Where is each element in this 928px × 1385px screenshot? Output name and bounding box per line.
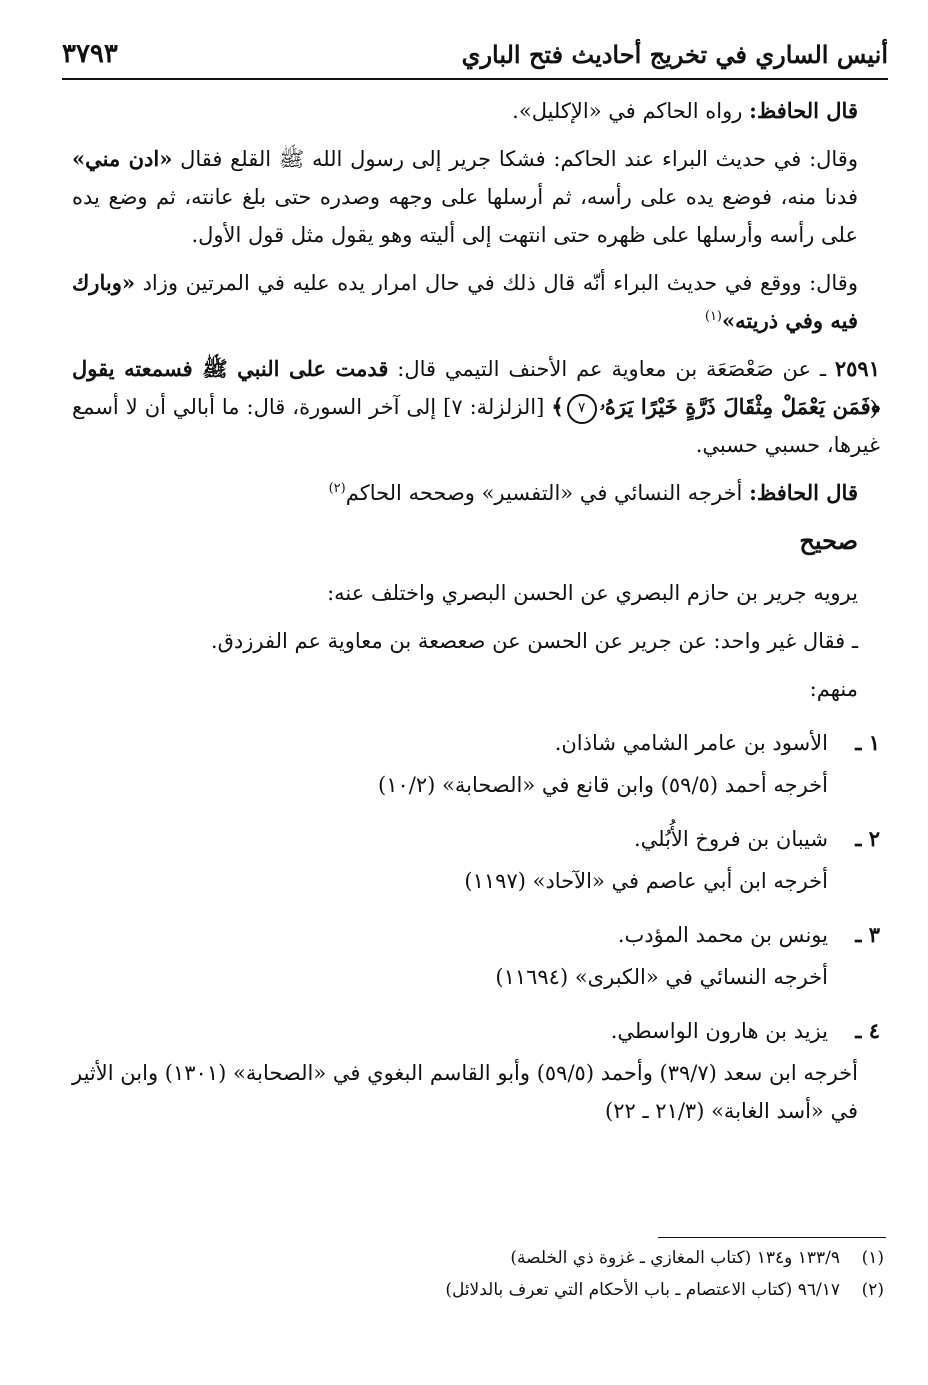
text: فدنا منه، فوضع يده على رأسه، ثم أرسلها على وجهه وصدره حتى بلغ عانته، ثم وضع يده على رأسه وأرسلها على ظهره حتى انتهت إلى أليته وهو يقول مثل قول الأول. (72, 185, 858, 247)
quote-bold: «ادن مني» (72, 146, 173, 171)
narrator-source: أخرجه النسائي في «الكبرى» (١١٦٩٤) (495, 965, 828, 989)
footnote-divider (658, 1237, 886, 1238)
narrator-name: يزيد بن هارون الواسطي. (610, 1019, 828, 1043)
main-text (72, 92, 880, 1140)
footnotes (72, 1242, 884, 1306)
text: أخرجه النسائي في «التفسير» وصححه الحاكم (345, 481, 750, 505)
paragraph-hafiz-2 (72, 474, 880, 512)
narrator-name: شيبان بن فروخ الأُبُلي. (633, 827, 828, 851)
paragraph-hafiz-1 (72, 92, 880, 130)
page-number: ٣٧٩٣ (62, 39, 118, 69)
verse-reference: [الزلزلة: ٧] (436, 395, 552, 419)
paragraph-variant: ـ فقال غير واحد: عن جرير عن الحسن عن صعصعة بن معاوية عم الفرزدق. (210, 629, 858, 653)
verse-number-marker: ٧ (567, 394, 597, 424)
footnote (72, 1274, 884, 1306)
running-header (62, 30, 888, 80)
narrator-name: الأسود بن عامر الشامي شاذان. (554, 731, 828, 755)
narrator-name: يونس بن محمد المؤدب. (617, 923, 828, 947)
narrator-item (72, 820, 880, 858)
footnote-text: ١٣٣/٩ و١٣٤ (كتاب المغازي ـ غزوة ذي الخلصة) (510, 1248, 840, 1268)
quote-bold: «وبارك فيه وفي ذريته» (72, 270, 858, 333)
narrator-item (72, 724, 880, 762)
label-hafiz: قال الحافظ: (749, 480, 858, 505)
footnote-number: (٢) (861, 1280, 884, 1300)
paragraph-minhum: منهم: (809, 677, 858, 701)
hadith-entry (72, 350, 880, 464)
text: وقال: في حديث البراء عند الحاكم: فشكا جرير إلى رسول الله ﷺ القلع فقال (172, 147, 858, 171)
footnote-number: (١) (861, 1248, 884, 1268)
grade-heading: صحيح (799, 526, 858, 555)
hadith-intro: ـ عن صَعْصَعَة بن معاوية عم الأحنف التيمي قال: (388, 357, 835, 381)
item-number: ٤ ـ (855, 1018, 880, 1043)
label-hafiz: قال الحافظ: (749, 98, 858, 123)
hadith-matn: قدمت على النبي ﷺ فسمعته يقول (72, 356, 389, 381)
narrator-source: أخرجه ابن أبي عاصم في «الآحاد» (١١٩٧) (464, 869, 828, 893)
footnote (72, 1242, 884, 1274)
narrator-source: أخرجه أحمد (٥٩/٥) وابن قانع في «الصحابة» (١٠/٢) (378, 773, 828, 797)
paragraph-takhrij: يرويه جرير بن حازم البصري عن الحسن البصري واختلف عنه: (327, 581, 858, 605)
footnote-text: ٩٦/١٧ (كتاب الاعتصام ـ باب الأحكام التي تعرف بالدلائل) (445, 1280, 840, 1300)
paragraph-bara-1 (72, 140, 880, 254)
quran-close: ﴾ (551, 394, 564, 419)
narrator-item (72, 916, 880, 954)
book-title: أنيس الساري في تخريج أحاديث فتح الباري (461, 39, 888, 69)
hadith-matn-end: إلى آخر السورة، قال: ما أبالي أن لا أسمع غيرها، حسبي حسبي. (72, 395, 880, 457)
item-number: ٣ ـ (855, 922, 880, 947)
footnote-ref-1: (١) (704, 309, 722, 324)
quran-verse: ﴿فَمَن يَعْمَلْ مِثْقَالَ ذَرَّةٍ خَيْرًا يَرَهُۥ (599, 394, 880, 419)
item-number: ١ ـ (855, 730, 880, 755)
footnote-ref-2: (٢) (328, 481, 346, 496)
text: رواه الحاكم في «الإكليل». (512, 99, 750, 123)
hadith-number: ٢٥٩١ (834, 356, 880, 381)
paragraph-bara-2 (72, 264, 880, 340)
item-number: ٢ ـ (855, 826, 880, 851)
narrator-item (72, 1012, 880, 1050)
text: وقال: ووقع في حديث البراء أنّه قال ذلك في حال امرار يده عليه في المرتين وزاد (134, 271, 858, 295)
narrator-source-long: أخرجه ابن سعد (٣٩/٧) وأحمد (٥٩/٥) وأبو القاسم البغوي في «الصحابة» (١٣٠١) وابن الأثير في «أسد الغابة» (٢١/٣ ـ ٢٢) (72, 1061, 858, 1123)
